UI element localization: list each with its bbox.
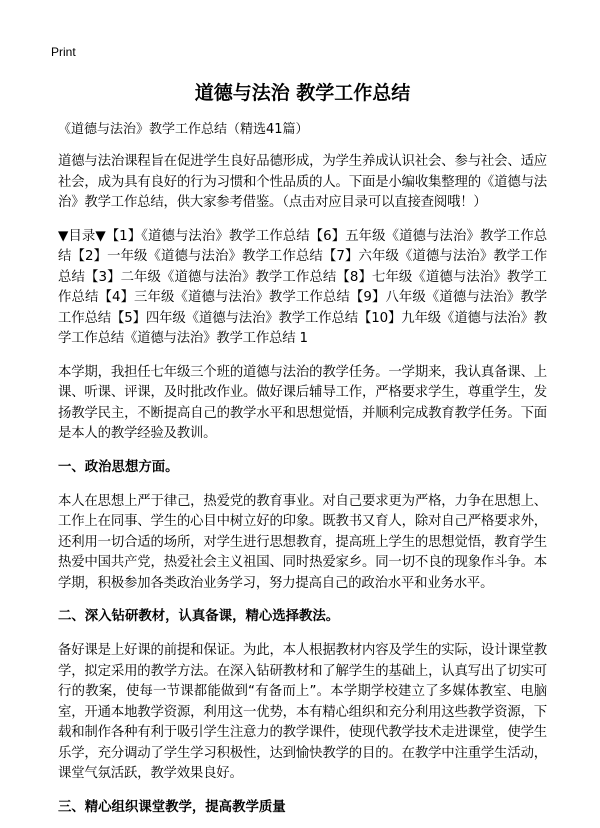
opening-paragraph: 本学期，我担任七年级三个班的道德与法治的教学任务。一学期来，我认真备课、上课、听课、评课，及时批改作业。做好课后辅导工作，严格要求学生，尊重学生，发扬教学民主，不断提高自己的教学水平和思想觉悟，并顺利完成教育教学任务。下面是本人的教学经验及教训。 [58, 364, 547, 441]
table-of-contents[interactable]: ▼目录▼【1】《道德与法治》教学工作总结【6】五年级《道德与法治》教学工作总结【2】一年级《道德与法治》教学工作总结【7】六年级《道德与法治》教学工作总结【3】二年级《道德与法治》教学工作总结【8】七年级《道德与法治》教学工作总结【4】三年级《道德与法治》教学工作总结【9】八年级《道德与法治》教学工作总结【5】四年级《道德与法治》教学工作总结【10】九年级《道德与法治》教学工作总结《道德与法治》教学工作总结 1 [58, 228, 547, 346]
page-title: 道德与法治 教学工作总结 [194, 82, 411, 104]
print-link[interactable]: Print [51, 45, 76, 59]
document-subtitle: 《道德与法治》教学工作总结（精选41篇） [58, 122, 309, 137]
section-heading-classroom: 三、精心组织课堂教学，提高教学质量 [58, 799, 286, 815]
section-heading-political: 一、政治思想方面。 [58, 459, 179, 475]
section-body-lesson-prep: 备好课是上好课的前提和保证。为此，本人根据教材内容及学生的实际，设计课堂教学，拟定采用的教学方法。在深入钻研教材和了解学生的基础上，认真写出了切实可行的教案，使每一节课都能做到“有备而上”。本学期学校建立了多媒体教室、电脑室，开通本地教学资源，利用这一优势，本有精心组织和充分利用这些教学资源，下载和制作各种有利于吸引学生注意力的教学课件，使现代教学技术走进课堂，使学生乐学，充分调动了学生学习积极性，达到愉快教学的目的。在教学中注重学生活动，课堂气氛活跃，教学效果良好。 [58, 643, 547, 781]
intro-paragraph: 道德与法治课程旨在促进学生良好品德形成，为学生养成认识社会、参与社会、适应社会，成为具有良好的行为习惯和个性品质的人。下面是小编收集整理的《道德与法治》教学工作总结，供大家参考借鉴。（点击对应目录可以直接查阅哦！） [58, 154, 547, 210]
section-heading-lesson-prep: 二、深入钻研教材，认真备课，精心选择教法。 [58, 609, 340, 624]
section-body-political: 本人在思想上严于律己，热爱党的教育事业。对自己要求更为严格，力争在思想上、工作上在同事、学生的心目中树立好的印象。既教书又育人，除对自己严格要求外，还利用一切合适的场所，对学生进行思想教育，提高班上学生的思想觉悟，教育学生热爱中国共产党，热爱社会主义祖国、同时热爱家乡。同一切不良的现象作斗争。本学期，积极参加各类政治业务学习，努力提高自己的政治水平和业务水平。 [58, 493, 547, 591]
